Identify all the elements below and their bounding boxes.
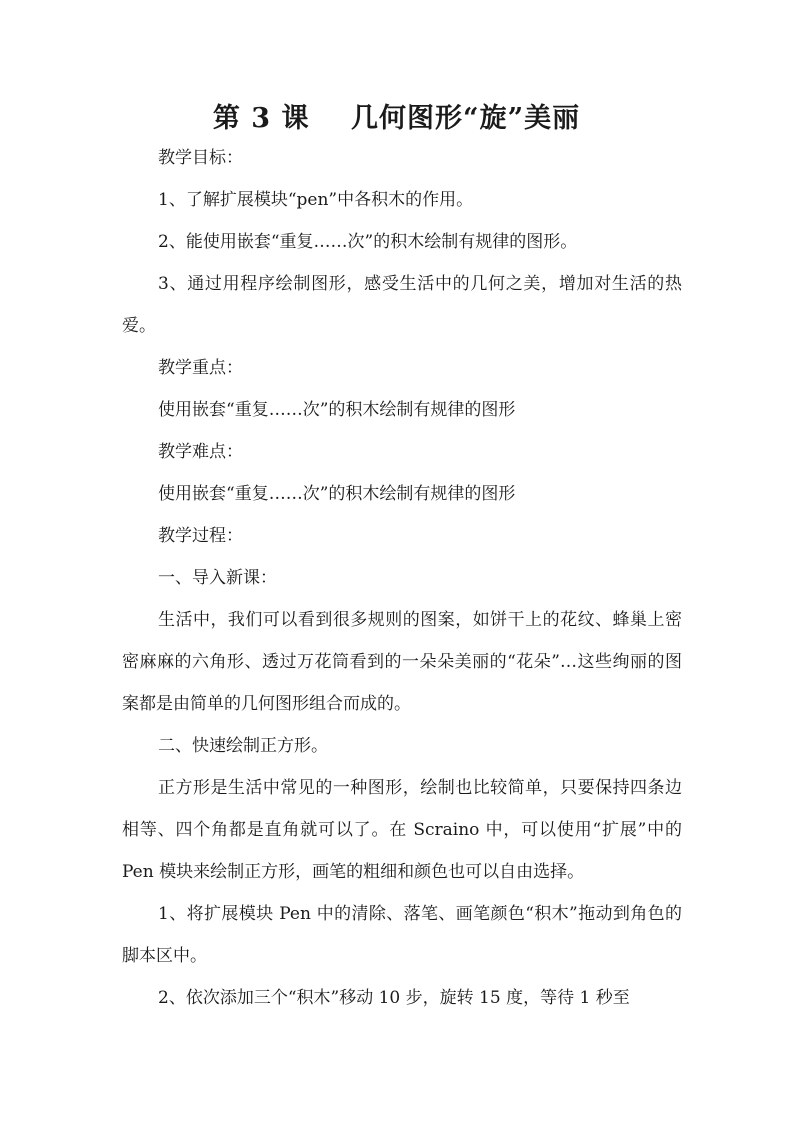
paragraph-objective-3: 3、通过用程序绘制图形，感受生活中的几何之美，增加对生活的热爱。: [122, 274, 682, 336]
paragraph-introduction: 生活中，我们可以看到很多规则的图案，如饼干上的花纹、蜂巢上密密麻麻的六角形、透过万花筒看到的一朵朵美丽的“花朵”…这些绚丽的图案都是由简单的几何图形组合而成的。: [122, 610, 682, 714]
paragraph-objectives-heading: 教学目标：: [158, 148, 243, 168]
paragraph-difficulties-heading: 教学难点：: [158, 442, 243, 462]
paragraph-key-points-heading: 教学重点：: [158, 358, 243, 378]
paragraph-section-2-heading: 二、快速绘制正方形。: [158, 736, 328, 756]
paragraph-section-1-heading: 一、导入新课：: [158, 568, 277, 588]
paragraph-key-points: 使用嵌套“重复……次”的积木绘制有规律的图形: [158, 400, 516, 420]
lesson-title: 第 3 课 几何图形“旋”美丽: [212, 103, 581, 134]
paragraph-process-heading: 教学过程：: [158, 526, 243, 546]
paragraph-objective-2: 2、能使用嵌套“重复……次”的积木绘制有规律的图形。: [158, 232, 578, 252]
paragraph-step-1: 1、将扩展模块 Pen 中的清除、落笔、画笔颜色“积木”拖动到角色的脚本区中。: [122, 904, 682, 966]
paragraph-difficulties: 使用嵌套“重复……次”的积木绘制有规律的图形: [158, 484, 516, 504]
paragraph-objective-1: 1、了解扩展模块“pen”中各积木的作用。: [158, 190, 474, 210]
paragraph-step-2: 2、依次添加三个“积木”移动 10 步，旋转 15 度，等待 1 秒至: [158, 988, 630, 1008]
paragraph-square-description: 正方形是生活中常见的一种图形，绘制也比较简单，只要保持四条边相等、四个角都是直角就可以了。在 Scraino 中，可以使用“扩展”中的 Pen 模块来绘制正方形，画笔的粗细和颜色也可以自由选择。: [122, 778, 682, 882]
